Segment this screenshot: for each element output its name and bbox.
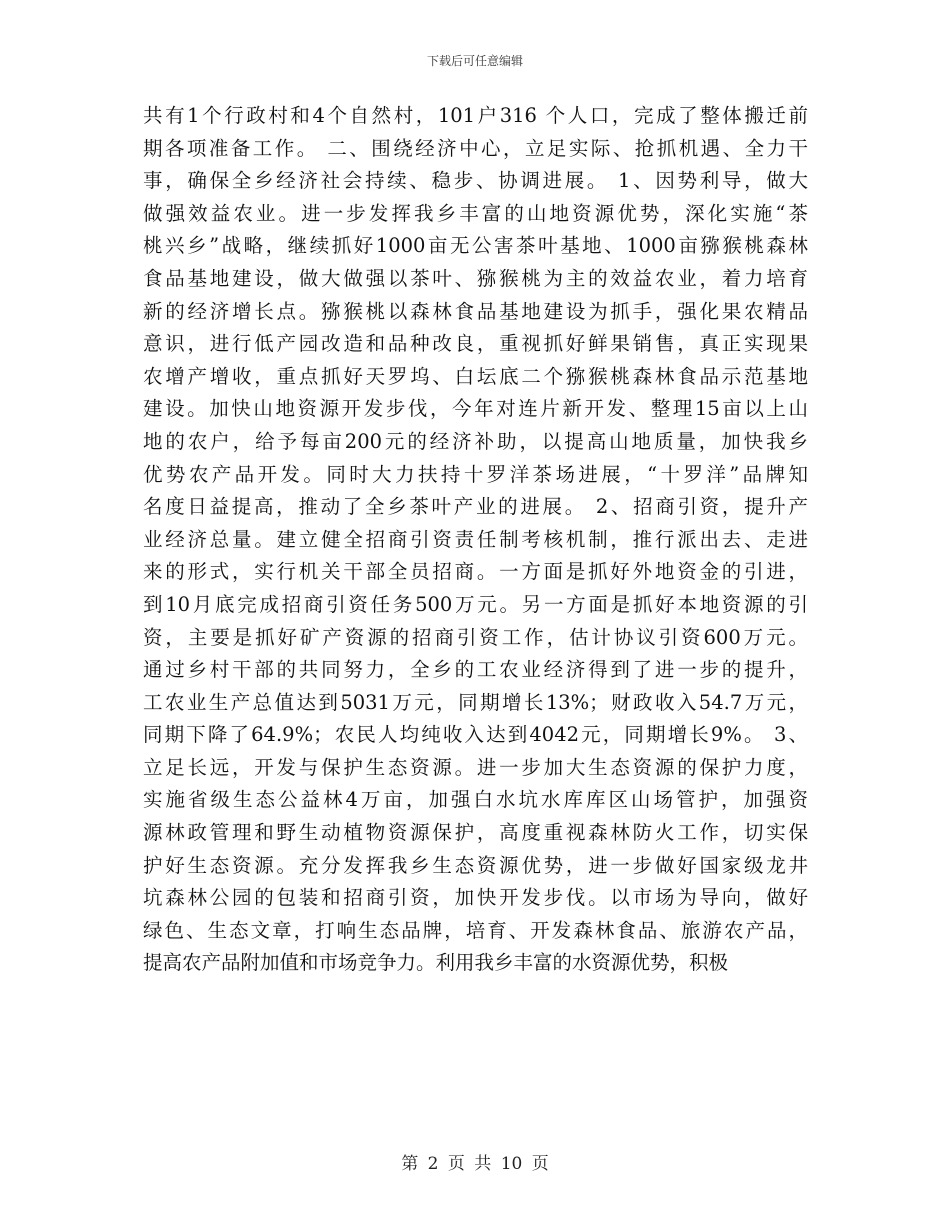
text-line: 立足长远，开发与保护生态资源。进一步加大生态资源的保护力度， [143, 755, 808, 779]
text-line: 桃兴乡”战略，继续抓好1000亩无公害茶叶基地、1000亩猕猴桃森林 [143, 234, 808, 258]
text-line: 实施省级生态公益林4万亩，加强白水坑水库库区山场管护，加强资 [143, 788, 808, 812]
text-line: 来的形式，实行机关干部全员招商。一方面是抓好外地资金的引进， [143, 560, 808, 584]
text-line: 共有1个行政村和4个自然村，101户316 个人口，完成了整体搬迁前 [143, 104, 808, 127]
text-line: 名度日益提高，推动了全乡茶叶产业的进展。 2、招商引资，提升产 [143, 495, 808, 519]
page-number: 第 2 页 共 10 页 [401, 1154, 549, 1174]
text-line: 做强效益农业。进一步发挥我乡丰富的山地资源优势，深化实施“茶 [143, 201, 808, 225]
text-line: 资，主要是抓好矿产资源的招商引资工作，估计协议引资600万元。 [143, 625, 808, 649]
text-line: 工农业生产总值达到5031万元，同期增长13%；财政收入54.7万元， [143, 690, 808, 714]
text-line: 优势农产品开发。同时大力扶持十罗洋茶场进展，“十罗洋”品牌知 [143, 462, 808, 486]
text-line: 食品基地建设，做大做强以茶叶、猕猴桃为主的效益农业，着力培育 [143, 266, 808, 290]
header-note: 下载后可任意编辑 [426, 54, 523, 68]
text-line: 同期下降了64.9%；农民人均纯收入达到4042元，同期增长9%。 3、 [143, 723, 808, 747]
text-line: 业经济总量。建立健全招商引资责任制考核机制，推行派出去、走进 [143, 527, 808, 551]
text-line: 护好生态资源。充分发挥我乡生态资源优势，进一步做好国家级龙井 [143, 853, 808, 877]
text-line: 建设。加快山地资源开发步伐，今年对连片新开发、整理15亩以上山 [143, 397, 808, 421]
text-line: 意识，进行低产园改造和品种改良，重视抓好鲜果销售，真正实现果 [143, 332, 808, 356]
text-line: 事，确保全乡经济社会持续、稳步、协调进展。 1、因势利导，做大 [143, 169, 808, 193]
text-line: 到10月底完成招商引资任务500万元。另一方面是抓好本地资源的引 [143, 592, 808, 616]
text-line: 新的经济增长点。猕猴桃以森林食品基地建设为抓手，强化果农精品 [143, 299, 808, 323]
body-text [143, 100, 808, 980]
text-line: 提高农产品附加值和市场竞争力。利用我乡丰富的水资源优势，积极 [143, 951, 729, 975]
text-line: 源林政管理和野生动植物资源保护，高度重视森林防火工作，切实保 [143, 821, 808, 845]
text-line: 农增产增收，重点抓好天罗坞、白坛底二个猕猴桃森林食品示范基地 [143, 364, 808, 388]
text-line: 绿色、生态文章，打响生态品牌，培育、开发森林食品、旅游农产品， [143, 918, 808, 942]
text-line: 地的农户，给予每亩200元的经济补助，以提高山地质量，加快我乡 [143, 429, 808, 453]
text-line: 通过乡村干部的共同努力，全乡的工农业经济得到了进一步的提升， [143, 658, 808, 682]
text-line: 期各项准备工作。 二、围绕经济中心，立足实际、抢抓机遇、全力干 [143, 136, 808, 160]
text-line: 坑森林公园的包装和招商引资，加快开发步伐。以市场为导向，做好 [143, 886, 808, 910]
